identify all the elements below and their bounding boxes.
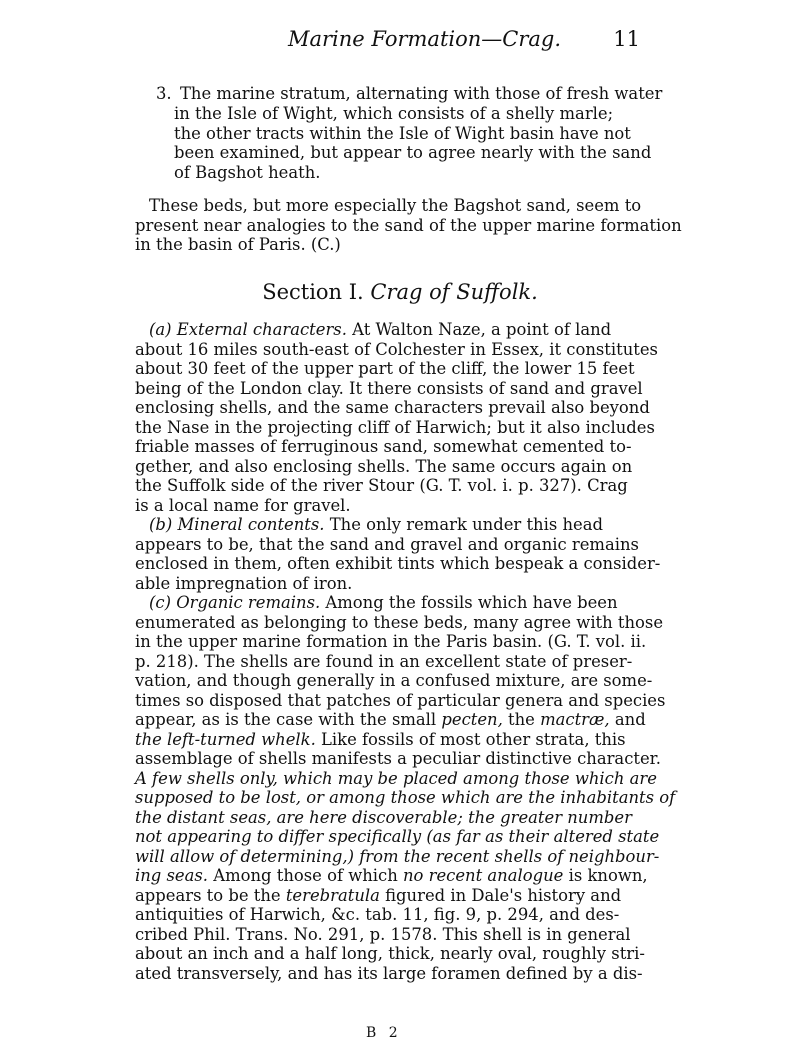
text-line: p. 218). The shells are found in an excellent state of preser-	[135, 651, 633, 671]
text-line: about an inch and a half long, thick, nearly oval, roughly stri-	[135, 944, 645, 963]
section-title: Crag of Suffolk.	[370, 280, 538, 304]
text-line: in the upper marine formation in the Paris basin. (G. T. vol. ii.	[135, 632, 647, 651]
text-line: cribed Phil. Trans. No. 291, p. 1578. This shell is in general	[135, 924, 631, 944]
text-line: will allow of determining,) from the recent shells of neighbour-	[135, 846, 660, 866]
text-line: is a local name for gravel.	[135, 495, 351, 515]
text-line: about 16 miles south-east of Colchester in Essex, it constitutes	[135, 339, 658, 359]
text-line: friable masses of ferruginous sand, somewhat cemented to-	[135, 437, 632, 456]
text-line: assemblage of shells manifests a peculiar distinctive character.	[135, 749, 661, 768]
text-line: ing seas. Among those of which no recent analogue is known,	[135, 866, 648, 885]
text-line: about 30 feet of the upper part of the cliff, the lower 15 feet	[135, 359, 635, 378]
text-line: (b) Mineral contents. The only remark under this head	[149, 515, 603, 534]
text-line: not appearing to differ specifically (as far as their altered state	[135, 827, 660, 846]
text-line: supposed to be lost, or among those which are the inhabitants of	[135, 788, 676, 807]
paragraph-heading: External characters.	[176, 320, 347, 339]
text-line: These beds, but more especially the Bagshot sand, seem to	[149, 196, 642, 215]
text-line: ated transversely, and has its large foramen defined by a dis-	[135, 963, 643, 983]
paragraph-heading: Organic remains.	[176, 593, 321, 612]
running-title: Marine Formation—Crag.	[288, 27, 562, 51]
section-label: Section I.	[262, 280, 364, 304]
item-number: 3.	[156, 84, 172, 103]
page-number: 11	[613, 27, 640, 51]
text-line: enclosed in them, often exhibit tints which bespeak a consider-	[135, 554, 661, 573]
text-line: (a) External characters. At Walton Naze, a point of land	[149, 320, 612, 339]
text-line: appears to be the terebratula figured in Dale's history and	[135, 885, 622, 905]
text-line: vation, and though generally in a confused mixture, are some-	[135, 671, 653, 690]
text-line: A few shells only, which may be placed among those which are	[135, 768, 657, 788]
text-line: the other tracts within the Isle of Wight basin have not	[174, 123, 631, 143]
text-line: the Nase in the projecting cliff of Harwich; but it also includes	[135, 417, 655, 437]
paragraph-heading: Mineral contents.	[177, 515, 325, 534]
numbered-item-3	[156, 84, 663, 183]
text-line: enclosing shells, and the same characters prevail also beyond	[135, 398, 650, 417]
text-line: present near analogies to the sand of the upper marine formation	[135, 215, 682, 235]
text-line: in the Isle of Wight, which consists of a shelly marle;	[174, 103, 614, 123]
intro-paragraph	[135, 196, 682, 255]
text-line: times so disposed that patches of particular genera and species	[135, 690, 666, 710]
text-line: the Suffolk side of the river Stour (G. T. vol. i. p. 327). Crag	[135, 476, 628, 495]
paragraph-marker: (a)	[149, 320, 172, 339]
text-line: antiquities of Harwich, &c. tab. 11, fig. 9, p. 294, and des-	[135, 905, 620, 924]
paragraph-marker: (b)	[149, 515, 173, 534]
text-line: (c) Organic remains. Among the fossils which have been	[149, 593, 618, 612]
text-line: the left-turned whelk. Like fossils of most other strata, this	[135, 729, 626, 749]
text-line: in the basin of Paris. (C.)	[135, 235, 341, 254]
text-line: able impregnation of iron.	[135, 573, 353, 593]
paragraph-marker: (c)	[149, 593, 171, 612]
text-line: appear, as is the case with the small pecten, the mactræ, and	[135, 710, 646, 729]
text-line: being of the London clay. It there consists of sand and gravel	[135, 378, 643, 398]
text-line: the distant seas, are here discoverable; the greater number	[135, 807, 632, 827]
paragraph-external-characters	[135, 320, 676, 983]
text-line: of Bagshot heath.	[174, 163, 321, 183]
text-line: enumerated as belonging to these beds, many agree with those	[135, 612, 664, 632]
signature-mark: B 2	[366, 1025, 402, 1041]
section-heading	[0, 279, 800, 305]
text-line: appears to be, that the sand and gravel and organic remains	[135, 534, 639, 554]
text-line: gether, and also enclosing shells. The same occurs again on	[135, 456, 633, 476]
text-line: The marine stratum, alternating with those of fresh water	[180, 84, 663, 103]
text-line: been examined, but appear to agree nearly with the sand	[174, 143, 652, 163]
